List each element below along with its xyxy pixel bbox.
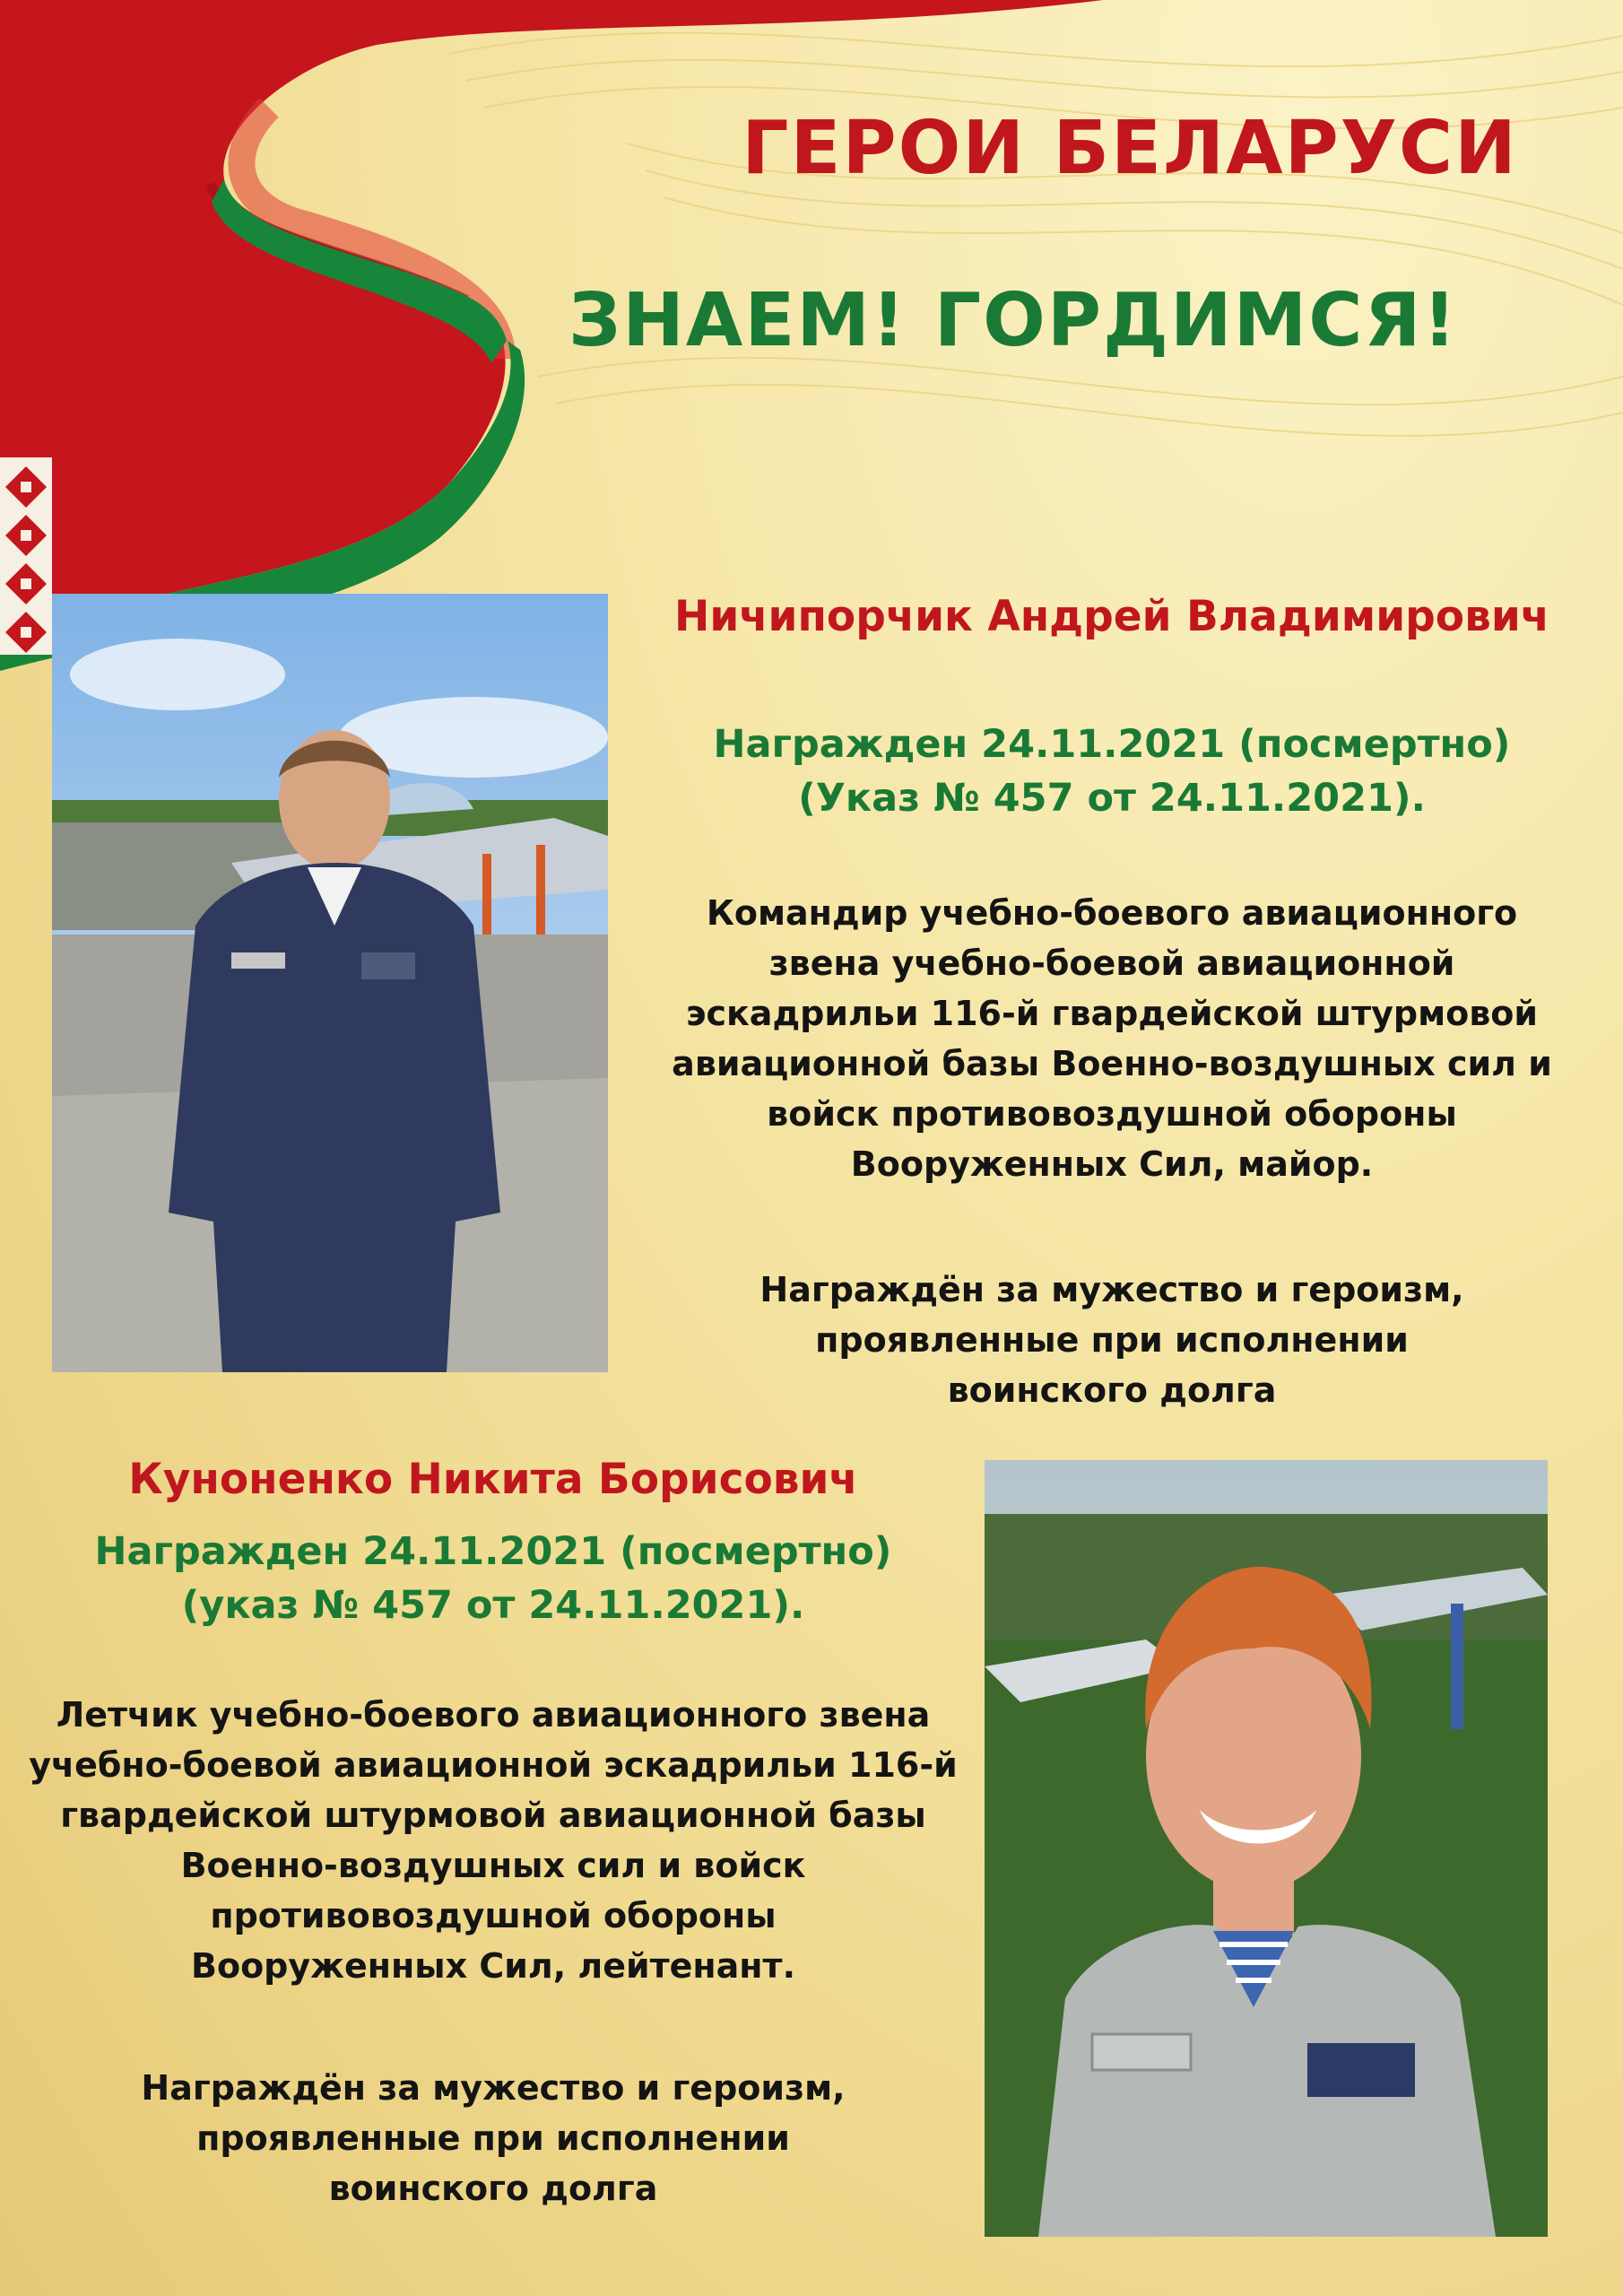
hero-photo-1 xyxy=(52,594,608,1372)
desc-line: войск противовоздушной обороны xyxy=(767,1094,1457,1134)
desc-line: Командир учебно-боевого авиационного xyxy=(706,893,1518,933)
hero-merit-1 xyxy=(628,1265,1596,1415)
desc-line: учебно-боевой авиационной эскадрильи 116-й xyxy=(29,1745,958,1785)
desc-line: Вооруженных Сил, майор. xyxy=(850,1144,1374,1184)
desc-line: звена учебно-боевой авиационной xyxy=(768,944,1455,983)
hero-award-date-2: Награжден 24.11.2021 (посмертно) xyxy=(94,1529,892,1574)
hero-award-decree-2: (указ № 457 от 24.11.2021). xyxy=(181,1583,805,1628)
desc-line: гвардейской штурмовой авиационной базы xyxy=(60,1796,926,1835)
desc-line: Военно-воздушных сил и войск xyxy=(180,1846,806,1885)
desc-line: эскадрильи 116-й гвардейской штурмовой xyxy=(685,994,1539,1033)
merit-line: Награждён за мужество и героизм, xyxy=(759,1270,1464,1309)
hero-name-1: Ничипорчик Андрей Владимирович xyxy=(673,592,1550,641)
hero-award-date-1: Награжден 24.11.2021 (посмертно) xyxy=(713,722,1511,767)
desc-line: Летчик учебно-боевого авиационного звена xyxy=(56,1695,931,1735)
desc-line: авиационной базы Военно-воздушных сил и xyxy=(672,1044,1552,1083)
desc-line: противовоздушной обороны xyxy=(210,1896,777,1935)
merit-line: Награждён за мужество и героизм, xyxy=(141,2068,846,2108)
merit-line: воинского долга xyxy=(947,1370,1277,1410)
hero-photo-2 xyxy=(985,1460,1548,2237)
merit-line: проявленные при исполнении xyxy=(815,1320,1409,1360)
title-main: ГЕРОИ БЕЛАРУСИ xyxy=(742,106,1518,191)
hero-description-2 xyxy=(18,1690,968,1991)
hero-description-1 xyxy=(628,888,1596,1189)
hero-award-2 xyxy=(18,1525,968,1632)
hero-award-decree-1: (Указ № 457 от 24.11.2021). xyxy=(798,776,1426,821)
hero-award-1 xyxy=(628,718,1596,825)
hero-merit-2 xyxy=(18,2063,968,2213)
merit-line: воинского долга xyxy=(328,2169,658,2208)
title-sub: ЗНАЕМ! ГОРДИМСЯ! xyxy=(568,278,1458,363)
desc-line: Вооруженных Сил, лейтенант. xyxy=(191,1946,795,1986)
merit-line: проявленные при исполнении xyxy=(196,2118,790,2158)
hero-name-2: Куноненко Никита Борисович xyxy=(128,1455,858,1504)
